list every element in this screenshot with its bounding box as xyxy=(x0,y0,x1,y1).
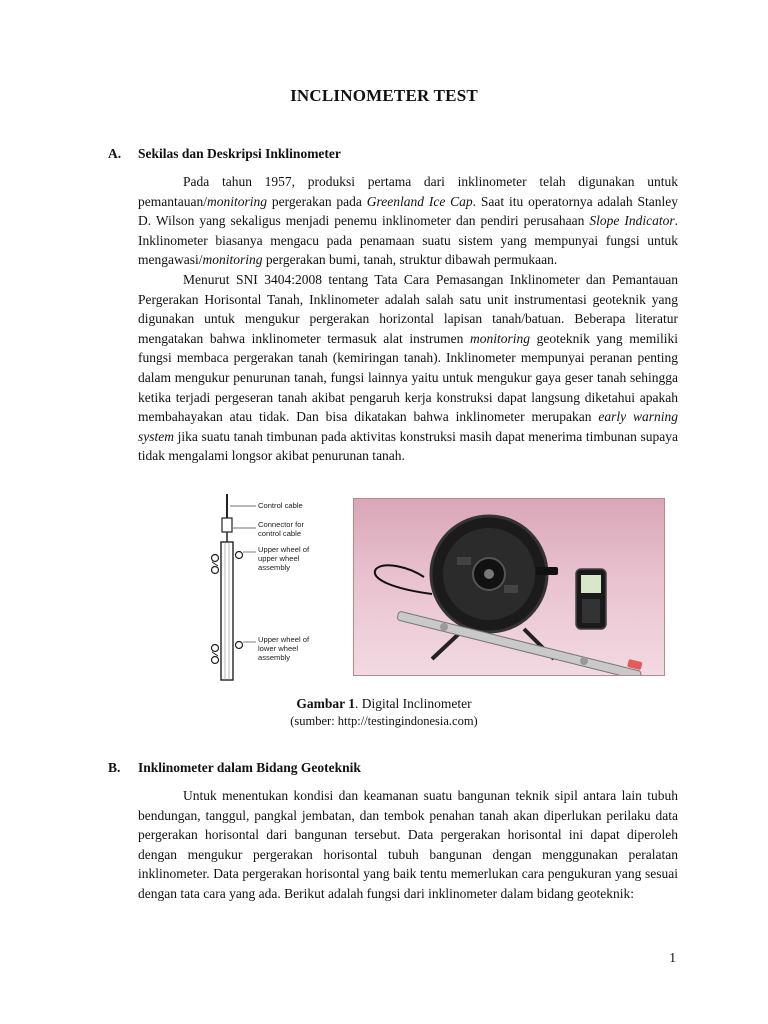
svg-text:assembly: assembly xyxy=(258,563,291,572)
figure-caption xyxy=(0,696,768,712)
section-b-title: Inklinometer dalam Bidang Geoteknik xyxy=(138,760,361,775)
inclinometer-photo xyxy=(353,498,665,676)
section-a-title: Sekilas dan Deskripsi Inklinometer xyxy=(138,146,341,161)
inclinometer-photo-drawing xyxy=(354,499,664,675)
paragraph-3: Untuk menentukan kondisi dan keamanan suatu bangunan teknik sipil antara lain tubuh bendungan, tanggul, pangkal jembatan, dan tembok penahan tanah akan diperlukan perilaku data pergerakan horisontal dari bangunan tersebut. Data pergerakan horisontal ini dapat diperoleh dengan mengukur pergerakan horisontal tubuh bangunan dengan menggunakan peralatan inklinometer. Data pergerakan horisontal yang baik tentu memerlukan cara pengukuran yang sesuai dengan tata cara yang ada. Berikut adalah fungsi dari inklinometer dalam bidang geoteknik: xyxy=(138,788,678,901)
figure-label: Gambar 1 xyxy=(296,696,356,711)
label-control-cable: Control cable xyxy=(258,501,303,510)
svg-text:Connector for: Connector for xyxy=(258,520,305,529)
svg-text:assembly: assembly xyxy=(258,653,291,662)
svg-text:upper wheel: upper wheel xyxy=(258,554,300,563)
figure-caption-text: . Digital Inclinometer xyxy=(355,696,472,711)
svg-text:lower wheel: lower wheel xyxy=(258,644,299,653)
section-b-heading xyxy=(108,760,361,776)
section-a-letter: A. xyxy=(108,146,122,161)
page-title: INCLINOMETER TEST xyxy=(290,86,478,105)
section-b-letter: B. xyxy=(108,760,121,775)
svg-text:Upper wheel of: Upper wheel of xyxy=(258,545,310,554)
inclinometer-diagram xyxy=(200,490,340,685)
paragraph-2: Menurut SNI 3404:2008 tentang Tata Cara Pemasangan Inklinometer dan Pemantauan Pergerakan Horisontal Tanah, Inklinometer adalah salah satu unit instrumentasi geoteknik yang digunakan untuk mengukur pergerakan horizontal lapisan tanah/batuan. Beberapa literatur mengatakan bahwa inklinometer termasuk alat instrumen monitoring geoteknik yang memiliki fungsi membaca pergerakan tanah (kemiringan tanah). Inklinometer mempunyai peranan penting dalam mengukur penurunan tanah, fungsi lainnya yaitu untuk mengukur gaya geser tanah sehingga ketika terjadi pergeseran tanah akibat pengaruh kerja konstruksi dapat langsung diketahui apakah membahayakan atau tidak. Dan bisa dikatakan bahwa inklinometer merupakan early warning system jika suatu tanah timbunan pada aktivitas konstruksi masih dapat menerima timbunan supaya tidak mengalami longsor akibat penurunan tanah. xyxy=(138,271,679,464)
page-number: 1 xyxy=(669,950,676,965)
figure-images xyxy=(200,490,680,690)
paragraph-1: Pada tahun 1957, produksi pertama dari inklinometer telah digunakan untuk pemantauan/monitoring pergerakan pada Greenland Ice Cap. Saat itu operatornya adalah Stanley D. Wilson yang sekaligus menjadi penemu inklinometer dan pendiri perusahaan Slope Indicator. Inklinometer biasanya mengacu pada penamaan suatu sistem yang mempunyai fungsi untuk mengawasi/monitoring pergerakan bumi, tanah, struktur dibawah permukaan. xyxy=(138,174,678,268)
section-b-body xyxy=(138,786,678,904)
svg-text:control cable: control cable xyxy=(258,529,302,538)
section-a-heading xyxy=(108,146,341,162)
section-a-body xyxy=(138,172,678,466)
svg-text:Upper wheel of: Upper wheel of xyxy=(258,635,310,644)
figure-source: (sumber: http://testingindonesia.com) xyxy=(290,714,478,728)
